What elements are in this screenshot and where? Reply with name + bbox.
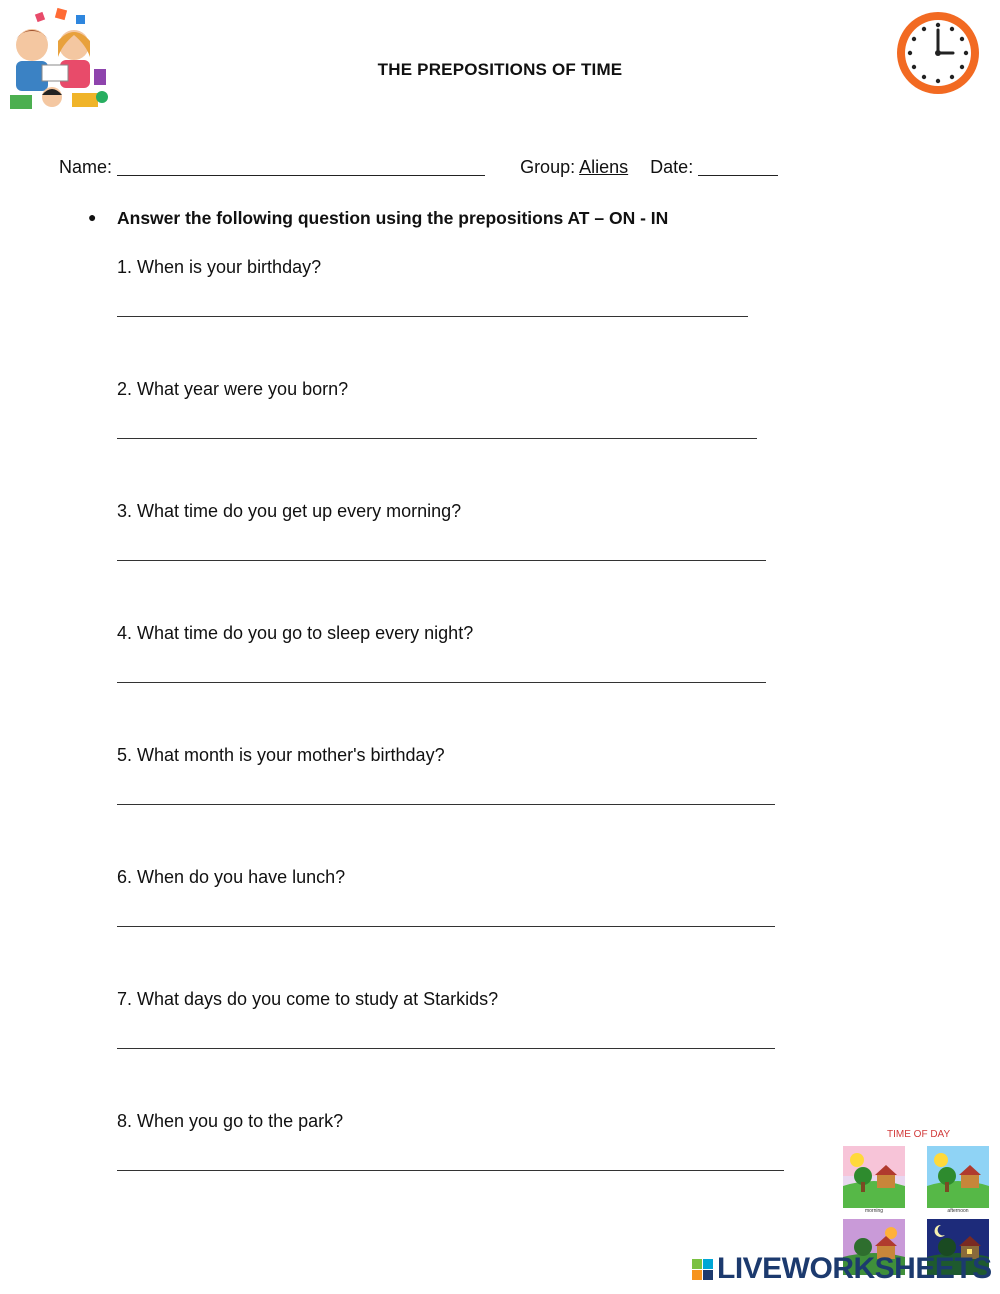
date-label: Date:: [650, 157, 694, 177]
question-2: 2. What year were you born?: [117, 379, 349, 399]
name-field[interactable]: [117, 157, 485, 176]
answer-input-7[interactable]: [117, 1024, 775, 1048]
clock-icon: [893, 8, 983, 98]
answer-line-4[interactable]: [117, 682, 766, 683]
instruction-text: Answer the following question using the prepositions AT – ON - IN: [117, 208, 669, 228]
question-6: 6. When do you have lunch?: [117, 867, 346, 887]
page-title: THE PREPOSITIONS OF TIME: [377, 60, 623, 79]
time-of-day-title: TIME OF DAY: [887, 1129, 951, 1140]
morning-scene-image: [843, 1146, 905, 1208]
logo-text: LIVEWORKSHEETS: [717, 1252, 992, 1285]
answer-line-7[interactable]: [117, 1048, 775, 1049]
question-8: 8. When you go to the park?: [117, 1111, 344, 1131]
answer-input-4[interactable]: [117, 658, 766, 682]
afternoon-label: afternoon: [947, 1208, 969, 1214]
name-label: Name:: [59, 157, 113, 177]
answer-line-6[interactable]: [117, 926, 775, 927]
answer-line-2[interactable]: [117, 438, 757, 439]
afternoon-scene-image: [927, 1146, 989, 1208]
bullet-icon: ●: [88, 209, 97, 225]
question-7: 7. What days do you come to study at Starkids?: [117, 989, 499, 1009]
answer-input-2[interactable]: [117, 414, 757, 438]
question-1: 1. When is your birthday?: [117, 257, 322, 277]
student-info-line: [59, 157, 778, 178]
answer-input-3[interactable]: [117, 536, 766, 560]
date-field[interactable]: [698, 157, 778, 176]
group-label: Group:: [520, 157, 576, 177]
group-value: Aliens: [579, 157, 629, 177]
question-4: 4. What time do you go to sleep every night?: [117, 623, 474, 643]
question-3: 3. What time do you get up every morning?: [117, 501, 462, 521]
answer-line-5[interactable]: [117, 804, 775, 805]
question-5: 5. What month is your mother's birthday?: [117, 745, 445, 765]
date-input[interactable]: [698, 151, 778, 175]
answer-line-3[interactable]: [117, 560, 766, 561]
logo-badge-icon: [692, 1259, 713, 1280]
morning-label: morning: [864, 1208, 884, 1214]
answer-input-6[interactable]: [117, 902, 775, 926]
answer-line-8[interactable]: [117, 1170, 784, 1171]
answer-input-8[interactable]: [117, 1146, 784, 1170]
answer-input-1[interactable]: [117, 292, 748, 316]
instruction-item: [88, 208, 668, 229]
name-input[interactable]: [117, 151, 485, 175]
answer-line-1[interactable]: [117, 316, 748, 317]
answer-input-5[interactable]: [117, 780, 775, 804]
liveworksheets-logo: [692, 1252, 992, 1286]
